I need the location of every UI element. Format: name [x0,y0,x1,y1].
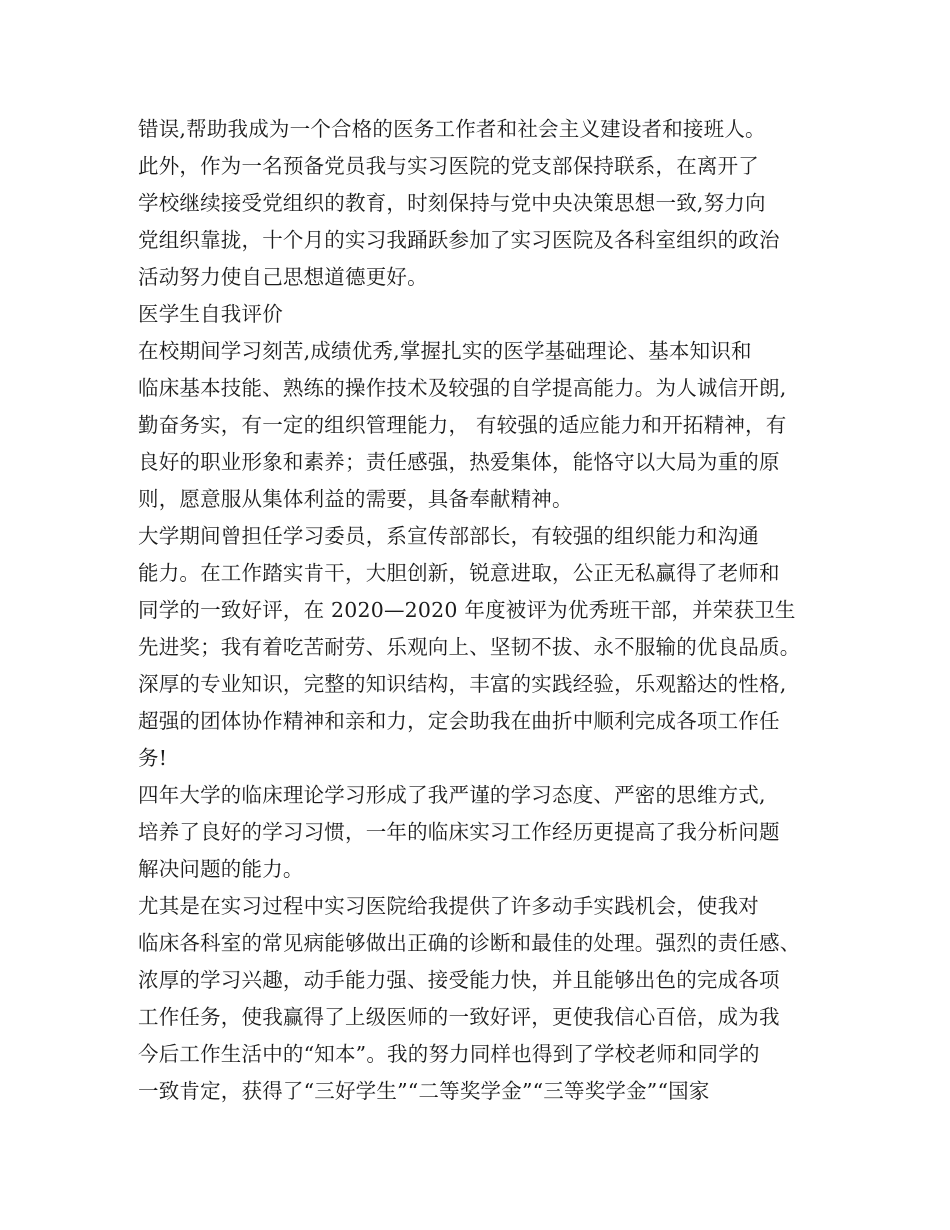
text-line: 学校继续接受党组织的教育，时刻保持与党中央决策思想一致,努力向 [138,191,766,215]
text-line: 尤其是在实习过程中实习医院给我提供了许多动手实践机会，使我对 [138,894,759,918]
section-heading: 医学生自我评价 [138,302,283,326]
text-line: 解决问题的能力。 [138,857,304,881]
text-line: 错误,帮助我成为一个合格的医务工作者和社会主义建设者和接班人。 [138,117,766,141]
text-line: 活动努力使自己思想道德更好。 [138,265,428,289]
text-line: 培养了良好的学习习惯，一年的临床实习工作经历更提高了我分析问题 [138,820,780,844]
text-line: 浓厚的学习兴趣，动手能力强、接受能力快，并且能够出色的完成各项 [138,968,780,992]
text-line: 此外，作为一名预备党员我与实习医院的党支部保持联系，在离开了 [138,154,759,178]
document-body [138,111,828,1110]
text-line: 今后工作生活中的“知本”。我的努力同样也得到了学校老师和同学的 [138,1042,760,1066]
text-line: 临床基本技能、熟练的操作技术及较强的自学提高能力。为人诚信开朗, [138,376,787,400]
text-line: 在校期间学习刻苦,成绩优秀,掌握扎实的医学基础理论、基本知识和 [138,339,752,363]
text-line: 一致肯定，获得了“三好学生”“二等奖学金”“三等奖学金”“国家 [138,1079,710,1103]
text-line: 同学的一致好评，在 2020—2020 年度被评为优秀班干部，并荣获卫生 [138,598,796,622]
text-line: 大学期间曾担任学习委员，系宣传部部长，有较强的组织能力和沟通 [138,524,759,548]
text-line: 工作任务，使我赢得了上级医师的一致好评，更使我信心百倍，成为我 [138,1005,780,1029]
text-line: 临床各科室的常见病能够做出正确的诊断和最佳的处理。强烈的责任感、 [138,931,801,955]
text-line: 党组织靠拢，十个月的实习我踊跃参加了实习医院及各科室组织的政治 [138,228,780,252]
text-line: 超强的团体协作精神和亲和力，定会助我在曲折中顺利完成各项工作任 [138,709,780,733]
text-line: 深厚的专业知识，完整的知识结构，丰富的实践经验，乐观豁达的性格, [138,672,787,696]
text-line: 能力。在工作踏实肯干，大胆创新，锐意进取，公正无私赢得了老师和 [138,561,780,585]
text-line: 勤奋务实，有一定的组织管理能力， 有较强的适应能力和开拓精神，有 [138,413,787,437]
text-line: 良好的职业形象和素养；责任感强，热爱集体，能恪守以大局为重的原 [138,450,780,474]
text-line: 务! [138,746,168,770]
text-line: 先进奖；我有着吃苦耐劳、乐观向上、坚韧不拔、永不服输的优良品质。 [138,635,801,659]
text-line: 四年大学的临床理论学习形成了我严谨的学习态度、严密的思维方式, [138,783,766,807]
text-line: 则，愿意服从集体利益的需要，具备奉献精神。 [138,487,573,511]
